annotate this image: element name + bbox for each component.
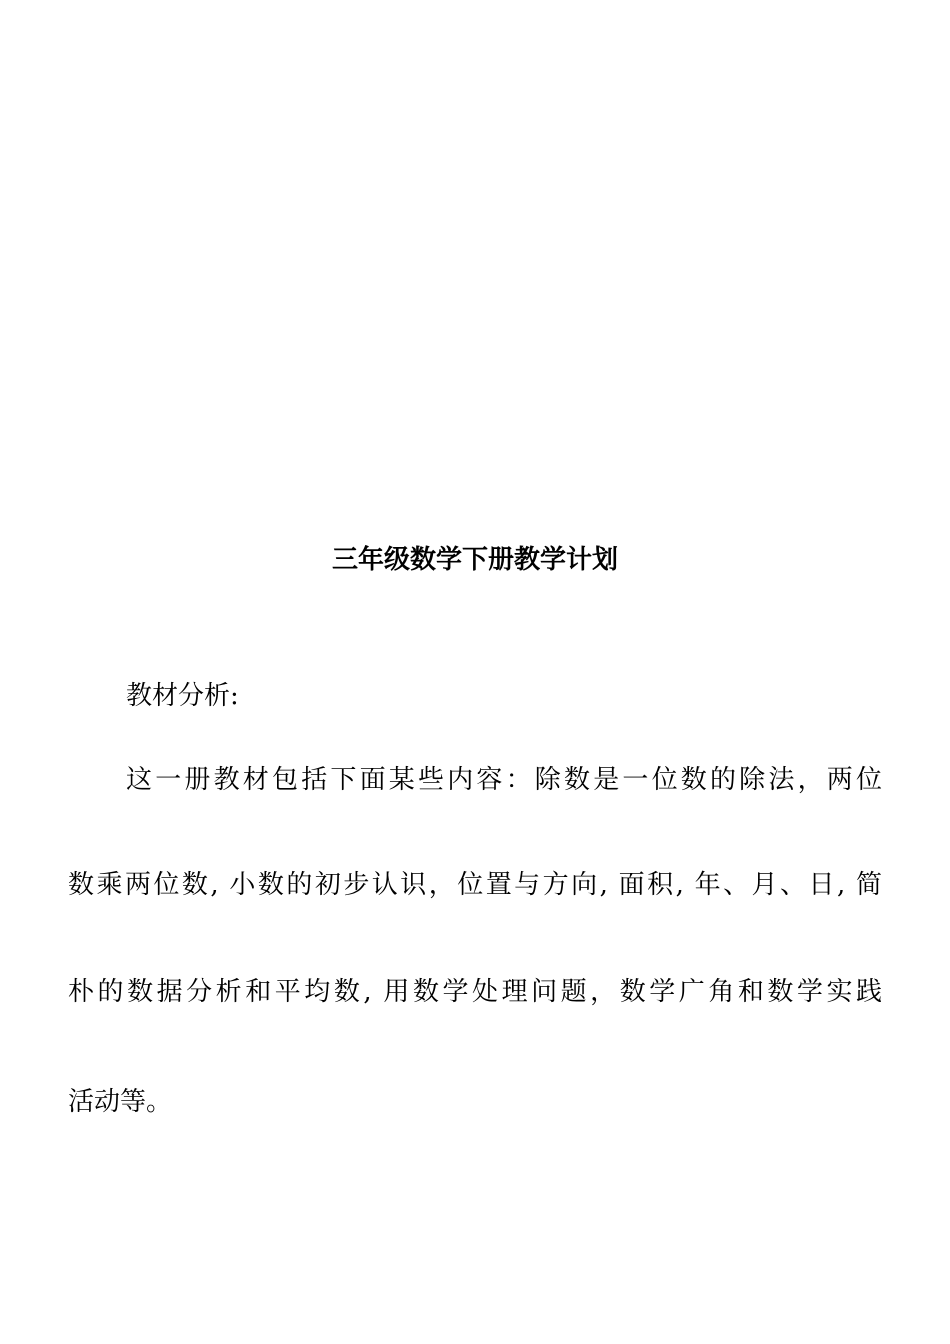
paragraph-line: 朴的数据分析和平均数, 用数学处理问题，数学广角和数学实践 (68, 977, 882, 1007)
section-heading: 教材分析: (126, 681, 239, 711)
paragraph-line: 数乘两位数, 小数的初步认识，位置与方向, 面积, 年、月、日, 简 (68, 870, 882, 900)
paragraph-line: 这一册教材包括下面某些内容：除数是一位数的除法，两位 (126, 765, 882, 795)
page-title: 三年级数学下册教学计划 (331, 545, 618, 575)
paragraph-line: 活动等。 (68, 1087, 173, 1117)
